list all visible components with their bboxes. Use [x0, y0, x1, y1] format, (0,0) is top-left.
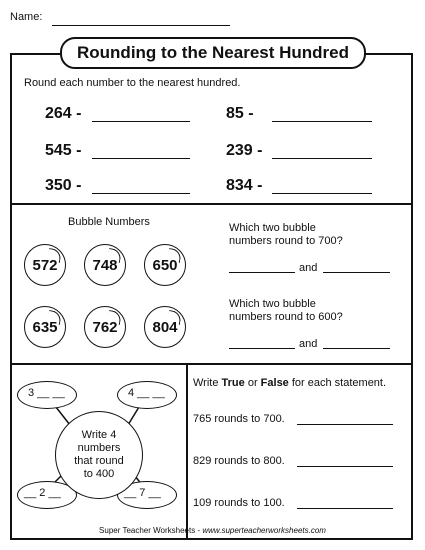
section-divider [186, 365, 188, 540]
round-item-350: 350 - [45, 177, 82, 194]
answer-600-second[interactable] [323, 348, 390, 349]
answer-line-264[interactable] [92, 121, 190, 122]
bubble-572 [24, 244, 66, 286]
question-700 [229, 222, 343, 248]
answer-700-second[interactable] [323, 272, 390, 273]
footer-link[interactable]: www.superteacherworksheets.com [202, 526, 326, 535]
question-600 [229, 298, 343, 324]
bubble-number: 762 [92, 318, 118, 336]
bubble-section [10, 205, 413, 365]
round-item-85: 85 - [226, 105, 254, 122]
bubble-shine-icon [107, 248, 122, 263]
bubble-numbers-title: Bubble Numbers [68, 216, 150, 228]
oval-bottom-right-text[interactable]: __ 7 __ [124, 487, 161, 499]
bubble-shine-icon [167, 310, 182, 325]
bubble-762 [84, 306, 126, 348]
answer-765[interactable] [297, 424, 393, 425]
center-text-line: numbers [77, 442, 121, 454]
answer-line-239[interactable] [272, 158, 372, 159]
answer-line-834[interactable] [272, 193, 372, 194]
question-line: numbers round to 600? [229, 311, 343, 323]
bubble-number: 635 [32, 318, 58, 336]
bubble-number: 650 [152, 256, 178, 274]
given-digit: 7 [139, 487, 146, 499]
footer-brand: Super Teacher Worksheets [99, 526, 196, 535]
statement-829: 829 rounds to 800. [193, 455, 285, 467]
answer-line-85[interactable] [272, 121, 372, 122]
question-line: Which two bubble [229, 298, 316, 310]
bubble-shine-icon [107, 310, 122, 325]
answer-600-first[interactable] [229, 348, 295, 349]
bubble-650 [144, 244, 186, 286]
bubble-shine-icon [47, 310, 62, 325]
heading-word: Write [193, 377, 219, 389]
oval-top-right-text[interactable]: 4 __ __ [128, 387, 165, 399]
heading-word: or [247, 377, 258, 389]
heading-true: True [221, 377, 245, 389]
name-label: Name: [10, 11, 43, 23]
bubble-shine-icon [167, 248, 182, 263]
given-digit: 4 [128, 387, 135, 399]
instruction-text: Round each number to the nearest hundred. [24, 77, 241, 89]
oval-bottom-left-text[interactable]: __ 2 __ [24, 487, 61, 499]
question-line: numbers round to 700? [229, 235, 343, 247]
footer [0, 526, 425, 535]
bubble-shine-icon [47, 248, 62, 263]
round-item-264: 264 - [45, 105, 82, 122]
answer-829[interactable] [297, 466, 393, 467]
answer-109[interactable] [297, 508, 393, 509]
bubble-number: 572 [32, 256, 58, 274]
and-label: and [299, 338, 318, 350]
oval-top-left-text[interactable]: 3 __ __ [28, 387, 65, 399]
round-item-545: 545 - [45, 142, 82, 159]
question-line: Which two bubble [229, 222, 316, 234]
bubble-635 [24, 306, 66, 348]
footer-separator: - [195, 526, 203, 535]
statement-765: 765 rounds to 700. [193, 413, 285, 425]
center-circle [55, 411, 146, 499]
answer-line-545[interactable] [92, 158, 190, 159]
answer-line-350[interactable] [92, 193, 190, 194]
bubble-number: 748 [92, 256, 118, 274]
and-label: and [299, 262, 318, 274]
center-text-line: that round [74, 455, 124, 467]
center-text-line: to 400 [83, 468, 115, 480]
bubble-748 [84, 244, 126, 286]
true-false-heading [193, 377, 386, 389]
given-digit: 3 [28, 387, 35, 399]
given-digit: 2 [39, 487, 46, 499]
bubble-804 [144, 306, 186, 348]
round-item-834: 834 - [226, 177, 263, 194]
name-field[interactable] [52, 25, 230, 26]
center-text-line: Write 4 [81, 429, 117, 441]
page-title: Rounding to the Nearest Hundred [60, 37, 366, 69]
heading-false: False [260, 377, 289, 389]
statement-109: 109 rounds to 100. [193, 497, 285, 509]
round-item-239: 239 - [226, 142, 263, 159]
answer-700-first[interactable] [229, 272, 295, 273]
bubble-number: 804 [152, 318, 178, 336]
heading-word: for each statement. [291, 377, 387, 389]
